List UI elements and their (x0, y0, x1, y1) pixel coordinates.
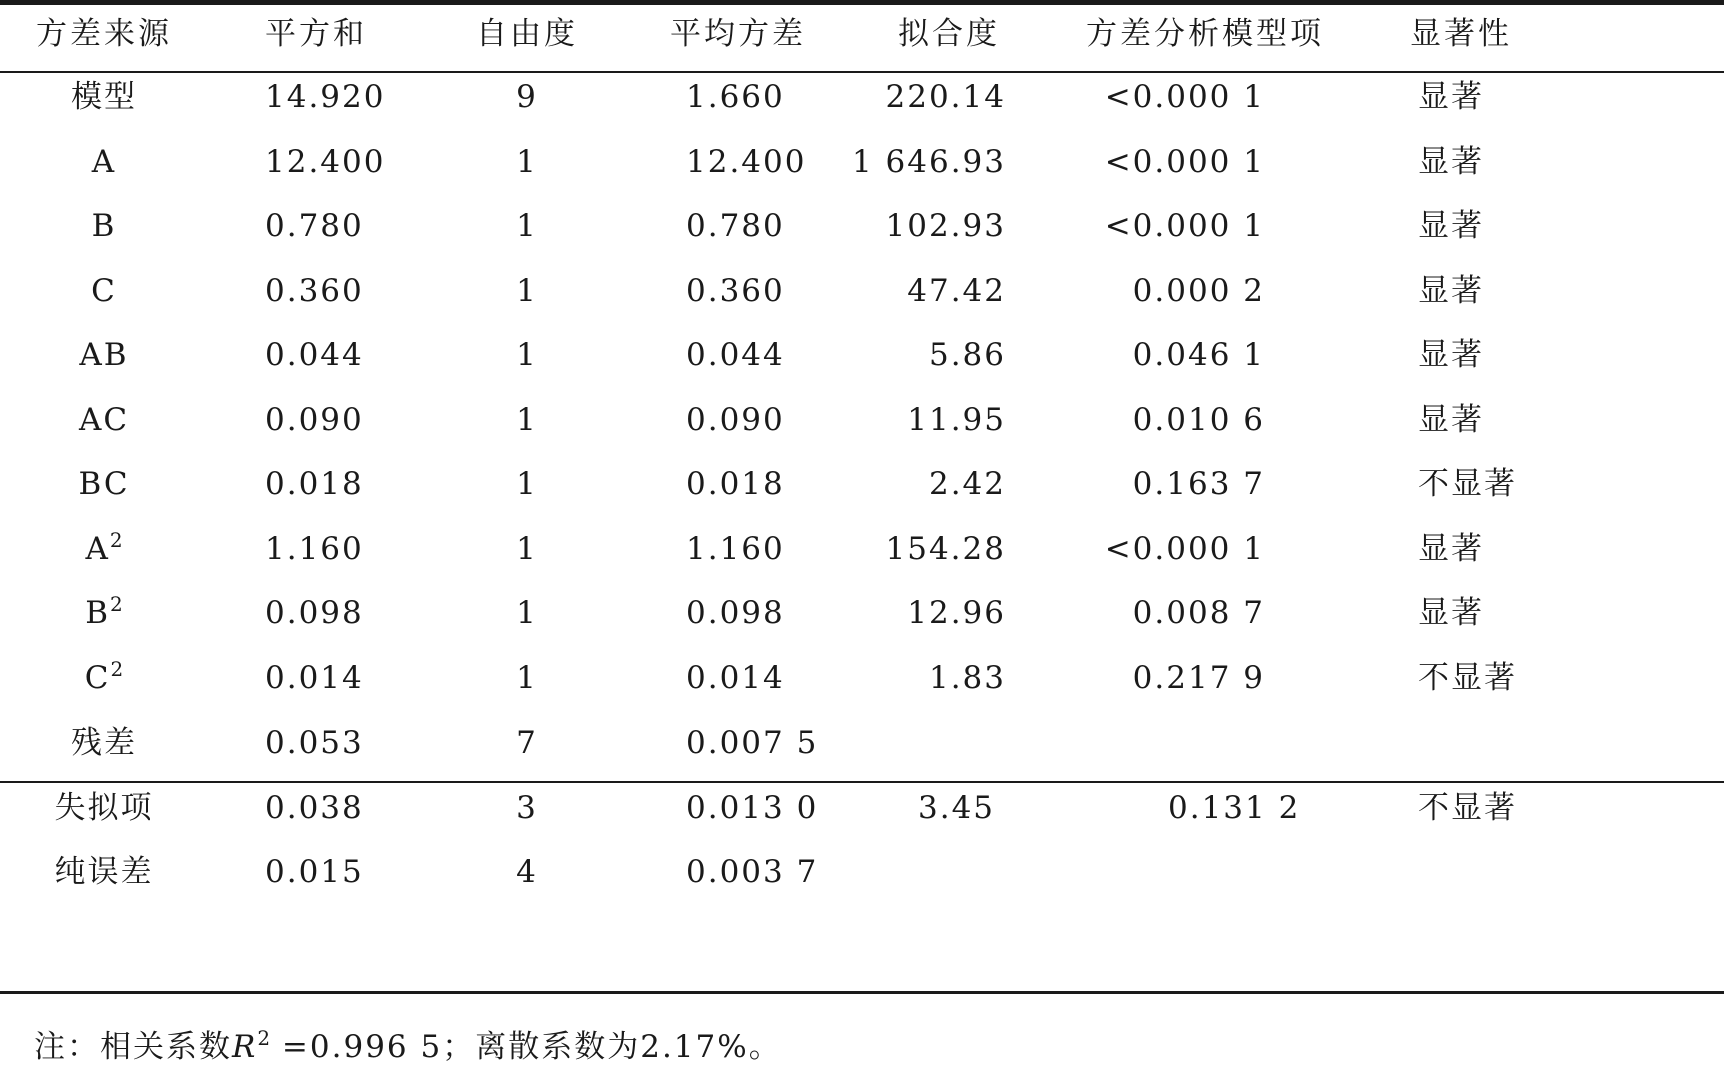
table-footnote (34, 1027, 782, 1067)
cell-source (79, 335, 128, 375)
cell-source (85, 529, 122, 569)
cell-df (516, 852, 538, 892)
cell-source (78, 464, 129, 504)
cell-ss-text: 0.053 (265, 725, 364, 761)
cell-p-text: <0.000 1 (1104, 79, 1265, 115)
column-header (1086, 14, 1324, 54)
cell-ms (686, 852, 818, 892)
cell-ms (686, 593, 785, 633)
cell-sig-text: 显著 (1418, 79, 1484, 115)
cell-f (929, 658, 1006, 698)
cell-source-text: A (85, 531, 110, 567)
cell-p (1105, 142, 1265, 182)
cell-ss (265, 464, 364, 504)
cell-ms-text: 0.014 (686, 660, 785, 696)
footnote-prefix: 注：相关系数 (34, 1029, 232, 1065)
table-bottom-rule (0, 991, 1724, 994)
cell-ss (265, 400, 364, 440)
cell-source-text: C (84, 660, 111, 696)
cell-f (886, 529, 1006, 569)
table-top-rule (0, 0, 1724, 5)
table-header-rule (0, 71, 1724, 73)
cell-sig (1418, 271, 1484, 311)
column-header-text: 方差来源 (36, 16, 172, 52)
column-header (1410, 14, 1512, 54)
cell-ss (265, 529, 364, 569)
cell-source-text: BC (78, 466, 130, 502)
cell-source (85, 593, 123, 633)
cell-ms-text: 0.007 5 (686, 725, 819, 761)
cell-source-text: B (85, 595, 111, 631)
cell-ss (265, 658, 364, 698)
cell-source-text: 残差 (71, 725, 137, 761)
cell-sig (1418, 77, 1484, 117)
cell-f-text: 5.86 (928, 337, 1006, 373)
cell-f (886, 206, 1006, 246)
cell-sig-text: 显著 (1418, 595, 1484, 631)
cell-sig-text: 显著 (1418, 273, 1484, 309)
cell-sig (1418, 529, 1484, 569)
cell-source-text: 纯误差 (54, 854, 154, 890)
cell-p (1133, 464, 1265, 504)
cell-sig-text: 显著 (1418, 144, 1484, 180)
cell-ms (686, 142, 806, 182)
column-header-text: 方差分析模型项 (1086, 16, 1324, 52)
cell-df (516, 77, 538, 117)
cell-ms (686, 335, 785, 375)
cell-f-text: 12.96 (907, 595, 1006, 631)
column-header-text: 自由度 (476, 16, 578, 52)
cell-ss (265, 271, 364, 311)
cell-df (516, 400, 538, 440)
cell-df-text: 4 (516, 854, 538, 890)
lack-of-fit-sig (1418, 788, 1517, 828)
cell-ms (686, 529, 785, 569)
lack-of-fit-p (1168, 788, 1300, 828)
cell-p (1133, 658, 1265, 698)
cell-p-text: 0.010 6 (1132, 402, 1265, 438)
cell-ms-text: 0.098 (686, 595, 785, 631)
cell-p (1105, 529, 1265, 569)
cell-f-text: 47.42 (907, 273, 1006, 309)
cell-p-text: 0.000 2 (1132, 273, 1265, 309)
footnote-r-superscript: 2 (257, 1026, 271, 1050)
cell-source-superscript: 2 (109, 528, 123, 552)
cell-ms (686, 723, 818, 763)
cell-sig (1418, 400, 1484, 440)
cell-ss-text: 12.400 (265, 144, 386, 180)
cell-df (516, 335, 538, 375)
cell-p-text: 0.008 7 (1132, 595, 1265, 631)
column-header (36, 14, 172, 54)
cell-p-text: <0.000 1 (1104, 531, 1265, 567)
cell-sig (1418, 658, 1517, 698)
cell-f (907, 400, 1006, 440)
cell-ss-text: 14.920 (265, 79, 386, 115)
cell-ms (686, 400, 785, 440)
cell-f (907, 593, 1006, 633)
cell-df (516, 788, 538, 828)
cell-sig-text: 显著 (1418, 337, 1484, 373)
cell-sig-text: 显著 (1418, 531, 1484, 567)
cell-ss-text: 0.038 (265, 790, 364, 826)
cell-ms-text: 1.160 (686, 531, 785, 567)
cell-ss-text: 0.098 (265, 595, 364, 631)
cell-ms (686, 788, 818, 828)
cell-ss-text: 0.018 (265, 466, 364, 502)
cell-p-text: 0.046 1 (1132, 337, 1265, 373)
cell-source-superscript: 2 (110, 592, 123, 616)
cell-ms-text: 1.660 (686, 79, 785, 115)
cell-source-text: B (91, 208, 117, 244)
cell-sig-text: 不显著 (1418, 660, 1517, 696)
cell-f-text: 102.93 (885, 208, 1006, 244)
cell-ms (686, 77, 785, 117)
cell-ms-text: 0.360 (686, 273, 785, 309)
cell-ms-text: 0.044 (686, 337, 785, 373)
cell-p (1133, 400, 1265, 440)
cell-ss-text: 0.015 (265, 854, 364, 890)
column-header (476, 14, 578, 54)
cell-source-text: AC (78, 402, 130, 438)
column-header (898, 14, 1000, 54)
cell-df (516, 464, 538, 504)
cell-sig-text: 显著 (1418, 208, 1484, 244)
column-header (265, 14, 367, 54)
cell-f-text: 1 646.93 (851, 144, 1006, 180)
cell-ss (265, 723, 364, 763)
cell-df (516, 723, 538, 763)
cell-f-text: 11.95 (907, 402, 1006, 438)
cell-df-text: 1 (516, 660, 538, 696)
cell-ms-text: 0.018 (686, 466, 785, 502)
cell-p (1133, 593, 1265, 633)
cell-sig (1418, 335, 1484, 375)
cell-sig (1418, 142, 1484, 182)
column-header-text: 平均方差 (670, 16, 806, 52)
cell-sig (1418, 593, 1484, 633)
cell-p-text: 0.163 7 (1132, 466, 1265, 502)
cell-p (1133, 335, 1265, 375)
cell-sig (1418, 206, 1484, 246)
cell-df (516, 206, 538, 246)
column-header-text: 拟合度 (898, 16, 1000, 52)
cell-p-text: <0.000 1 (1104, 208, 1265, 244)
cell-f (929, 335, 1006, 375)
cell-f (929, 464, 1006, 504)
cell-source-superscript: 2 (110, 657, 124, 681)
lack-of-fit-f (918, 788, 995, 828)
cell-ss-text: 0.360 (265, 273, 364, 309)
cell-df-text: 1 (516, 466, 538, 502)
cell-p-text: 0.217 9 (1132, 660, 1265, 696)
cell-f-text: 1.83 (928, 660, 1006, 696)
cell-ss-text: 0.090 (265, 402, 364, 438)
cell-f (852, 142, 1006, 182)
cell-ss-text: 0.044 (265, 337, 364, 373)
footnote-r-symbol: R (232, 1029, 258, 1065)
cell-source (85, 658, 123, 698)
cell-df (516, 271, 538, 311)
cell-df (516, 142, 538, 182)
cell-ss (265, 142, 385, 182)
cell-df (516, 658, 538, 698)
cell-source (55, 788, 154, 828)
cell-source (55, 852, 154, 892)
cell-f-text: 2.42 (928, 466, 1006, 502)
cell-ss-text: 0.780 (265, 208, 364, 244)
cell-df (516, 593, 538, 633)
cell-sig-text: 不显著 (1418, 466, 1517, 502)
cell-ms-text: 0.780 (686, 208, 785, 244)
cell-p (1133, 271, 1265, 311)
cell-ms (686, 464, 785, 504)
cell-source-text: 失拟项 (54, 790, 154, 826)
cell-ms (686, 206, 785, 246)
cell-df-text: 1 (516, 337, 538, 373)
cell-f (907, 271, 1006, 311)
table-section-rule (0, 781, 1724, 783)
cell-p (1105, 206, 1265, 246)
cell-ss (265, 206, 364, 246)
cell-ms-text: 12.400 (686, 144, 807, 180)
cell-df-text: 3 (516, 790, 538, 826)
cell-ss (265, 852, 364, 892)
cell-ms (686, 271, 785, 311)
cell-source (79, 400, 129, 440)
cell-df-text: 9 (516, 79, 538, 115)
cell-source-text: AB (79, 337, 129, 373)
cell-df-text: 1 (516, 531, 538, 567)
cell-source-text: A (91, 144, 117, 180)
column-header-text: 平方和 (265, 16, 367, 52)
cell-df-text: 1 (516, 595, 538, 631)
cell-source (71, 723, 137, 763)
cell-f-text: 154.28 (885, 531, 1006, 567)
cell-source-text: C (91, 273, 117, 309)
cell-p-text: <0.000 1 (1104, 144, 1265, 180)
cell-source (91, 271, 117, 311)
cell-ss (265, 788, 364, 828)
cell-ms-text: 0.090 (686, 402, 785, 438)
cell-source (92, 142, 116, 182)
cell-df (516, 529, 538, 569)
cell-p (1105, 77, 1265, 117)
cell-df-text: 1 (516, 402, 538, 438)
cell-source-text: 模型 (71, 79, 137, 115)
cell-sig-text: 显著 (1418, 402, 1484, 438)
lack-of-fit-f-text: 3.45 (918, 790, 996, 826)
column-header-text: 显著性 (1410, 16, 1512, 52)
cell-ss (265, 593, 364, 633)
footnote-rest: =0.996 5；离散系数为2.17%。 (270, 1029, 782, 1065)
lack-of-fit-sig-text: 不显著 (1418, 790, 1517, 826)
cell-source (92, 206, 117, 246)
cell-ms (686, 658, 785, 698)
cell-ss (265, 335, 364, 375)
cell-source (71, 77, 137, 117)
cell-ms-text: 0.003 7 (686, 854, 819, 890)
lack-of-fit-p-text: 0.131 2 (1168, 790, 1301, 826)
cell-ss (265, 77, 385, 117)
cell-ss-text: 1.160 (265, 531, 364, 567)
cell-sig (1418, 464, 1517, 504)
cell-ss-text: 0.014 (265, 660, 364, 696)
column-header (670, 14, 806, 54)
cell-df-text: 7 (516, 725, 538, 761)
cell-f (886, 77, 1006, 117)
cell-df-text: 1 (516, 144, 538, 180)
cell-ms-text: 0.013 0 (686, 790, 819, 826)
cell-df-text: 1 (516, 208, 538, 244)
cell-f-text: 220.14 (885, 79, 1006, 115)
cell-df-text: 1 (516, 273, 538, 309)
